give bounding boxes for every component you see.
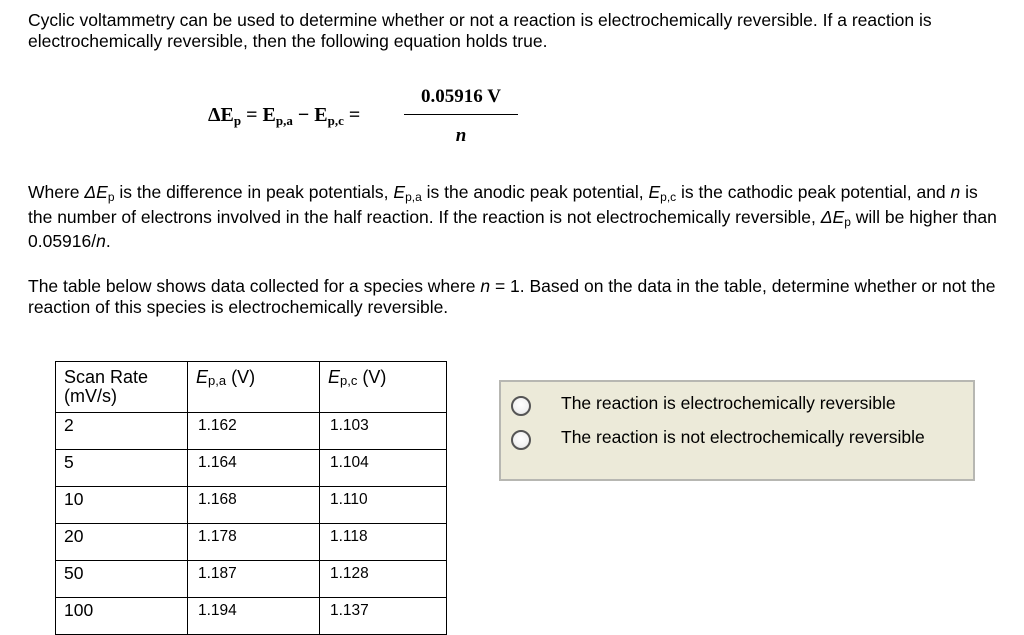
scan-rate-cell: 10 xyxy=(56,487,188,524)
epa-cell: 1.178 xyxy=(188,524,320,561)
epc-cell: 1.104 xyxy=(320,450,447,487)
epa-cell: 1.164 xyxy=(188,450,320,487)
table-row xyxy=(56,487,447,524)
epc-header: $E_{p,c}$ (V) xyxy=(320,362,447,413)
reversibility-equation xyxy=(208,86,528,156)
equation-lhs: $\Delta E_p = E_{p,a} - E_{p,c}$ = xyxy=(208,104,361,128)
explanation-paragraph: Where $\Delta E_p$ is the difference in peak potentials, $E_{p,a}$ is the anodic peak potential, $E_{p,c}$ is the cathodic peak potential, and n is the number of electrons involved in the half reaction. If the reaction is not electrochemically reversible, $\Delta E_p$ will be higher than 0.05916/n. xyxy=(28,182,997,251)
table-row xyxy=(56,561,447,598)
instruction-paragraph: The table below shows data collected for a species where n = 1. Based on the data in the table, determine whether or not the reaction of this species is electrochemically reversible. xyxy=(28,276,996,317)
intro-paragraph: Cyclic voltammetry can be used to determine whether or not a reaction is electrochemically reversible. If a reaction is electrochemically reversible, then the following equation holds true. xyxy=(28,10,932,51)
equation-denominator: n xyxy=(455,125,467,146)
table-header-row xyxy=(56,362,447,413)
answer-option-reversible[interactable] xyxy=(511,393,961,416)
answer-option-not-reversible[interactable] xyxy=(511,427,961,450)
equation-fraction xyxy=(404,86,518,147)
radio-button-not-reversible[interactable] xyxy=(511,430,531,450)
epa-header: $E_{p,a}$ (V) xyxy=(188,362,320,413)
equation-numerator: 0.05916 V xyxy=(421,86,501,107)
scan-rate-cell: 50 xyxy=(56,561,188,598)
radio-button-reversible[interactable] xyxy=(511,396,531,416)
epa-cell: 1.168 xyxy=(188,487,320,524)
answer-options-box xyxy=(499,380,975,481)
scan-rate-cell: 100 xyxy=(56,598,188,635)
epc-cell: 1.137 xyxy=(320,598,447,635)
epa-cell: 1.194 xyxy=(188,598,320,635)
epa-cell: 1.187 xyxy=(188,561,320,598)
answer-label-not-reversible[interactable]: The reaction is not electrochemically reversible xyxy=(561,427,925,447)
epc-cell: 1.110 xyxy=(320,487,447,524)
scan-rate-cell: 2 xyxy=(56,413,188,450)
epc-cell: 1.118 xyxy=(320,524,447,561)
table-row xyxy=(56,413,447,450)
epc-cell: 1.128 xyxy=(320,561,447,598)
scan-rate-cell: 5 xyxy=(56,450,188,487)
table-row xyxy=(56,450,447,487)
scan-rate-header: Scan Rate (mV/s) xyxy=(56,362,188,413)
epc-cell: 1.103 xyxy=(320,413,447,450)
epa-cell: 1.162 xyxy=(188,413,320,450)
scan-rate-table xyxy=(55,361,447,635)
answer-label-reversible[interactable]: The reaction is electrochemically reversible xyxy=(561,393,896,413)
fraction-bar xyxy=(404,114,518,115)
scan-rate-cell: 20 xyxy=(56,524,188,561)
table-row xyxy=(56,598,447,635)
table-row xyxy=(56,524,447,561)
